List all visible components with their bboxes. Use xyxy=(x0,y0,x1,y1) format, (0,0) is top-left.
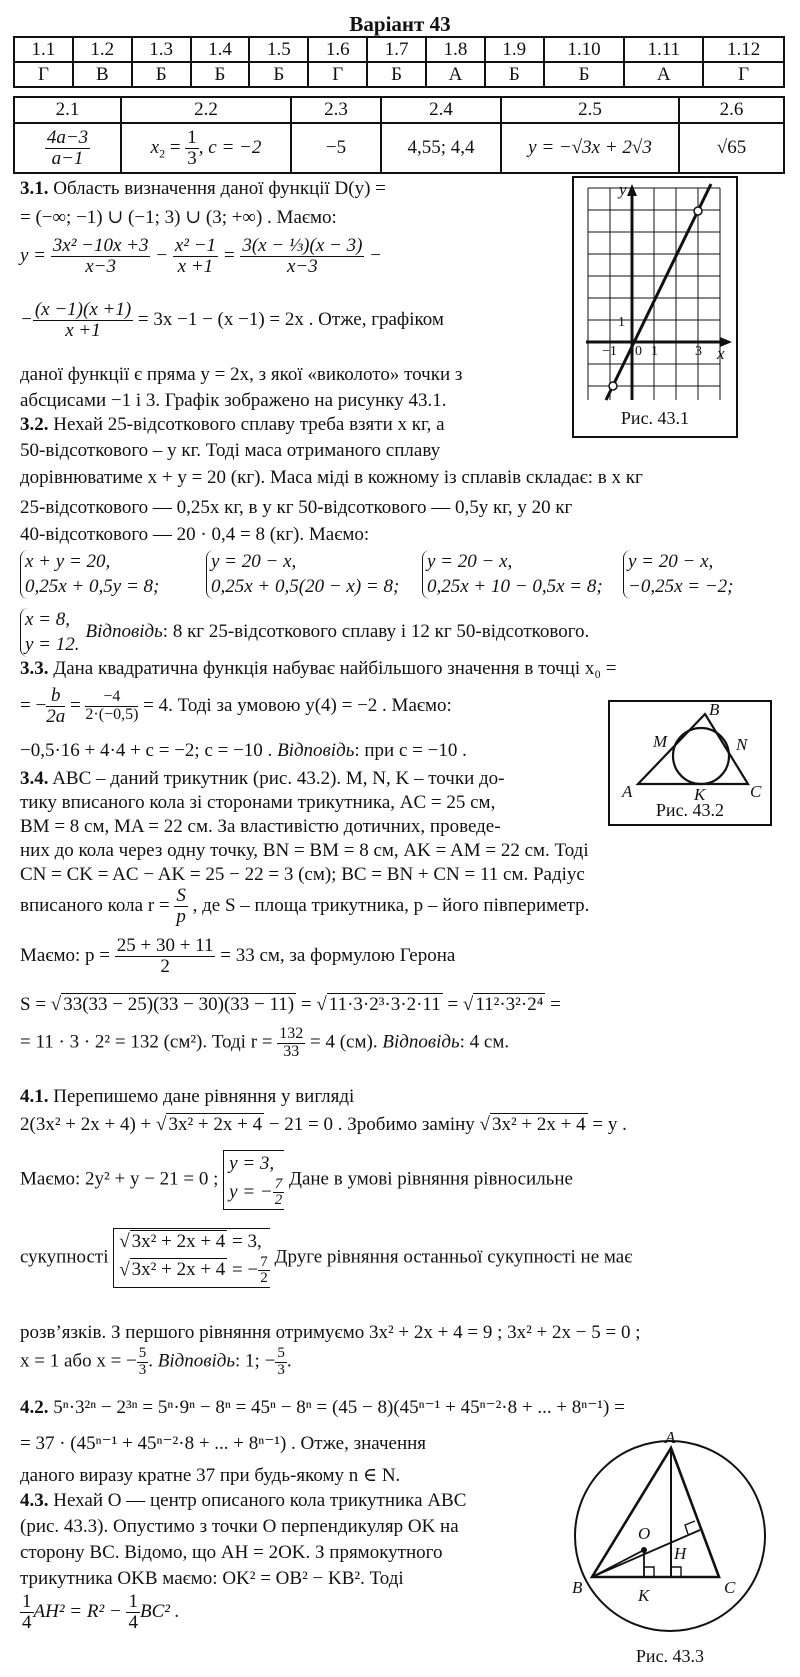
table-cell: 2.1 xyxy=(14,97,121,123)
table-cell: А xyxy=(426,62,485,87)
math-text: = y . xyxy=(587,1114,627,1135)
math-text: = xyxy=(218,244,241,266)
fraction xyxy=(126,1592,140,1633)
equation-set: √ 3x² + 2x + 4 = 3, √ 3x² + 2x + 4 = − $\frac{7}{2}$ xyxy=(113,1228,270,1288)
text-line: = (−∞; −1) ∪ (−1; 3) ∪ (3; +∞) . Маємо: xyxy=(20,207,337,228)
text-line: розв’язків. З першого рівняння отримуємо 3x² + 2x + 4 = 9 ; 3x² + 2x − 5 = 0 ; xyxy=(20,1322,641,1343)
formula-line xyxy=(20,886,589,927)
table-cell: 4,55; 4,4 xyxy=(381,123,501,173)
table-cell: Б xyxy=(485,62,544,87)
text: = 4 (см). xyxy=(305,1031,383,1053)
numerator: 1 xyxy=(22,1591,32,1612)
fraction xyxy=(275,1346,287,1379)
problem-number: 3.3. xyxy=(20,658,49,679)
text-line: сторону BC. Відомо, що AH = 2OK. З прямокутного xyxy=(20,1542,443,1563)
text: Нехай 25-відсоткового сплаву треба взяти x кг, а xyxy=(48,414,445,435)
equation: = − xyxy=(227,1259,259,1281)
fraction xyxy=(174,886,188,927)
text: , де S – площа трикутника, p – його півпериметр. xyxy=(187,894,590,916)
text-line: BM = 8 см, MA = 22 см. За властивістю дотичних, проведе- xyxy=(20,816,501,837)
formula-line xyxy=(20,686,452,727)
text: = 11 · 3 · 2² = 132 (см²). Тоді r = xyxy=(20,1031,278,1053)
equation: 0,25x + 10 − 0,5x = 8; xyxy=(427,575,603,597)
denominator: 3 xyxy=(187,147,197,169)
point-label-a: A xyxy=(665,1428,676,1447)
table-cell xyxy=(14,123,121,173)
numerator: 132 xyxy=(279,1025,304,1042)
answer-text: : при c = −10 . xyxy=(354,740,467,761)
fraction xyxy=(20,1592,34,1633)
text: = 4. Тоді за умовою y(4) = −2 . Маємо: xyxy=(138,694,452,716)
answer-label: Відповідь xyxy=(382,1031,460,1053)
numerator: 1 xyxy=(187,126,197,148)
point-label-b: B xyxy=(572,1578,583,1597)
table-cell: 2.6 xyxy=(679,97,784,123)
problem-number: 3.1. xyxy=(20,178,49,199)
fraction xyxy=(45,128,90,169)
numerator: 3x² −10x +3 xyxy=(52,235,149,256)
equation-system xyxy=(206,550,416,599)
formula-line xyxy=(20,1150,573,1210)
problem-number: 4.2. xyxy=(20,1397,49,1418)
text-line xyxy=(20,178,386,200)
table-cell: Б xyxy=(132,62,191,87)
point-label-c: C xyxy=(724,1578,736,1597)
text-line: 40-відсоткового — 20 · 0,4 = 8 (кг). Маємо: xyxy=(20,524,370,545)
equation: x + y = 20, xyxy=(25,551,111,572)
equation-system xyxy=(20,550,200,599)
figure-caption: Рис. 43.1 xyxy=(620,408,690,428)
denominator: 2 xyxy=(274,1192,283,1209)
radicand: 11·3·2³·3·2·11 xyxy=(328,994,441,1015)
answers-table-part2 xyxy=(13,96,785,174)
equation: y = 20 − x, xyxy=(211,551,297,572)
table-header-row xyxy=(14,37,784,62)
math-text: = − xyxy=(20,694,47,716)
denominator: 2 xyxy=(160,955,170,977)
equation: 0,25x + 0,5y = 8; xyxy=(25,575,160,597)
point-label-k: K xyxy=(638,1586,650,1605)
text-line: 25-відсоткового — 0,25x кг, в y кг 50-відсоткового — 0,5y кг, у 20 кг xyxy=(20,497,573,518)
radicand: 33(33 − 25)(33 − 30)(33 − 11) xyxy=(63,994,295,1015)
table-cell: 2.4 xyxy=(381,97,501,123)
page-title: Варіант 43 xyxy=(349,12,451,36)
axis-label-x: x xyxy=(717,344,725,363)
table-cell xyxy=(121,123,291,173)
tick-label: 1 xyxy=(618,315,625,330)
numerator: 1 xyxy=(128,1591,138,1612)
table-cell: Г xyxy=(308,62,367,87)
text: = 3x −1 − (x −1) = 2x . Отже, графіком xyxy=(133,308,444,330)
formula-line xyxy=(20,1396,625,1419)
math-text: = xyxy=(545,994,561,1015)
math-text: − xyxy=(150,244,173,266)
text-line xyxy=(20,414,445,436)
numerator: 4a−3 xyxy=(46,126,89,148)
table-cell: Б xyxy=(367,62,426,87)
tick-label: 3 xyxy=(695,344,702,359)
numerator: 5 xyxy=(138,1345,147,1361)
text-line: тику вписаного кола зі сторонами трикутника, AC = 25 см, xyxy=(20,792,496,813)
radicand: 3x² + 2x + 4 xyxy=(131,1231,226,1252)
fraction xyxy=(115,936,216,977)
numerator: −4 xyxy=(85,689,138,707)
answer-label: Відповідь xyxy=(277,740,355,761)
formula-line xyxy=(20,1026,509,1061)
answer-text: : 1; − xyxy=(235,1350,276,1372)
text: Дана квадратична функція набуває найбільшого значення в точці x₀ = xyxy=(48,658,617,679)
problem-number: 3.4. xyxy=(20,768,49,789)
math-text: BC² . xyxy=(139,1600,180,1622)
math-text: S = √ xyxy=(20,994,62,1015)
table-cell: Б xyxy=(191,62,250,87)
text-line xyxy=(20,1490,466,1512)
text: Область визначення даної функції D(y) = xyxy=(48,178,386,199)
text: Маємо: p = xyxy=(20,944,115,966)
table-cell: 2.2 xyxy=(121,97,291,123)
text: Перепишемо дане рівняння у вигляді xyxy=(48,1086,355,1107)
math-text: − xyxy=(364,244,382,266)
text: Друге рівняння останньої сукупності не має xyxy=(269,1246,633,1268)
tick-label: 0 xyxy=(635,344,642,359)
fraction xyxy=(258,1255,270,1288)
text: = 33 см, за формулою Герона xyxy=(215,944,456,966)
text-line xyxy=(20,740,467,762)
text-line: них до кола через одну точку, BN = BM = 8 см, AK = AM = 22 см. Тоді xyxy=(20,840,589,861)
denominator: 3 xyxy=(277,1361,285,1378)
equation: y = 3, xyxy=(229,1153,275,1174)
table-cell: 1.11 xyxy=(624,37,703,62)
answer-text: : 8 кг 25-відсоткового сплаву і 12 кг 50-відсоткового. xyxy=(162,621,590,643)
denominator: p xyxy=(176,905,186,927)
numerator: (x −1)(x +1) xyxy=(34,299,132,320)
circumscribed-triangle-diagram xyxy=(560,1428,780,1633)
fraction xyxy=(173,236,218,277)
table-row xyxy=(14,123,784,173)
equation-set xyxy=(223,1150,284,1210)
answer-label: Відповідь xyxy=(157,1350,236,1372)
denominator: 2a xyxy=(46,705,66,727)
denominator: x−3 xyxy=(287,255,318,277)
equation: y = − xyxy=(229,1181,273,1203)
formula-line: = 37 · (45ⁿ⁻¹ + 45ⁿ⁻²·8 + ... + 8ⁿ⁻¹) . Отже, значення xyxy=(20,1433,427,1454)
fraction xyxy=(33,300,133,341)
text-line: абсцисами −1 і 3. Графік зображено на рисунку 43.1. xyxy=(20,390,447,411)
equation-systems-row xyxy=(20,550,790,599)
point-label-o: O xyxy=(638,1524,651,1543)
equation: y = 20 − x, xyxy=(628,551,714,572)
denominator: x +1 xyxy=(65,319,101,341)
math-text: AH² = R² − xyxy=(33,1600,127,1622)
answer-label: Відповідь xyxy=(85,621,163,643)
equation: x = 8, xyxy=(25,609,71,630)
table-cell: −5 xyxy=(291,123,381,173)
table-cell: А xyxy=(624,62,703,87)
denominator: 3 xyxy=(138,1361,147,1378)
text: − 21 = 0 . Зробимо заміну √ xyxy=(264,1114,490,1135)
math-text: y = −√3 xyxy=(528,137,592,158)
axis-label-y: y xyxy=(619,180,627,199)
fraction xyxy=(277,1026,305,1061)
math-text: , c = −2 xyxy=(198,136,262,158)
figure-caption: Рис. 43.3 xyxy=(635,1646,705,1666)
formula-line: − $\frac{(x -1)(x +1)}{x +1}$ = 3x −1 − (x −1) = 2x . Отже, графіком xyxy=(20,299,444,341)
equation: y = 20 − x, xyxy=(427,551,513,572)
formula-line xyxy=(20,1228,632,1288)
math-text: = xyxy=(65,694,86,716)
problem-number: 4.3. xyxy=(20,1490,49,1511)
table-cell: 2.5 xyxy=(501,97,679,123)
numerator: 25 + 30 + 11 xyxy=(116,935,214,956)
formula-line xyxy=(20,1114,627,1136)
denominator: 2 xyxy=(260,1270,268,1287)
math-text: 2(3x² + 2x + 4) + √ xyxy=(20,1114,167,1135)
table-cell: 1.2 xyxy=(73,37,132,62)
table-header-row xyxy=(14,97,784,123)
formula-line: x = 1 або x = − $\frac{5}{3}$ . Відповідь: 1; − $\frac{5}{3}$ . xyxy=(20,1345,292,1378)
text: ABC – даний трикутник (рис. 43.2). M, N, K – точки до- xyxy=(48,768,505,789)
denominator: a−1 xyxy=(51,147,84,169)
table-cell: 1.3 xyxy=(132,37,191,62)
table-cell: Б xyxy=(544,62,625,87)
radicand: 3x² + 2x + 4 xyxy=(131,1259,226,1281)
radicand: 3x² + 2x + 4 xyxy=(168,1114,263,1135)
text-line: (рис. 43.3). Опустимо з точки O перпендикуляр OK на xyxy=(20,1516,459,1537)
numerator: 5 xyxy=(277,1345,285,1361)
point-label-k: K xyxy=(694,785,706,804)
table-row xyxy=(14,62,784,87)
denominator: 2·(−0,5) xyxy=(85,705,139,723)
numerator: x² −1 xyxy=(174,235,217,256)
math-subscript: 2 xyxy=(159,146,166,161)
equation: y = 12. xyxy=(25,633,80,655)
fraction xyxy=(85,689,138,724)
point-label-h: H xyxy=(674,1544,687,1563)
problem-number: 3.2. xyxy=(20,414,49,435)
equation: = 3, xyxy=(227,1231,262,1252)
table-cell: 1.10 xyxy=(544,37,625,62)
numerator: S xyxy=(176,885,186,906)
radicand: 3x² + 2x + 4 xyxy=(491,1114,586,1135)
text-line: даного виразу кратне 37 при будь-якому n ∈ N. xyxy=(20,1465,401,1486)
text-line xyxy=(20,658,617,680)
table-cell: 2.3 xyxy=(291,97,381,123)
table-cell: В xyxy=(73,62,132,87)
text-line xyxy=(20,768,505,790)
line-graph xyxy=(574,178,736,403)
point-label-b: B xyxy=(709,700,720,719)
equation: 0,25x + 0,5(20 − x) = 8; xyxy=(211,575,400,597)
text: Нехай O — центр описаного кола трикутника ABC xyxy=(48,1490,467,1511)
table-cell: 1.8 xyxy=(426,37,485,62)
answer-text: : 4 см. xyxy=(459,1031,510,1053)
fraction xyxy=(185,128,199,169)
fraction xyxy=(273,1177,285,1210)
fraction xyxy=(51,236,151,277)
tick-label: 1 xyxy=(651,344,658,359)
table-cell: 1.12 xyxy=(703,37,784,62)
text: Маємо: 2y² + y − 21 = 0 ; xyxy=(20,1168,224,1190)
answer-line xyxy=(20,608,589,657)
formula-line xyxy=(20,936,455,977)
formula-line xyxy=(20,1592,179,1633)
denominator: 33 xyxy=(283,1042,300,1060)
radicand: 11²·3²·2⁴ xyxy=(475,994,544,1015)
math-text: = √ xyxy=(296,994,327,1015)
math-text: x xyxy=(150,136,160,158)
fraction xyxy=(240,236,364,277)
formula-line xyxy=(20,994,561,1016)
table-cell: 1.7 xyxy=(367,37,426,62)
math-text: = xyxy=(165,136,186,158)
equation: −0,25x = −2; xyxy=(628,575,734,597)
figure-43-3 xyxy=(560,1428,780,1677)
table-cell: Г xyxy=(14,62,73,87)
table-cell: √65 xyxy=(679,123,784,173)
numerator: b xyxy=(46,686,65,707)
equation-system xyxy=(422,550,617,599)
text-line: дорівнюватиме x + y = 20 (кг). Маса міді в кожному із сплавів складає: в x кг xyxy=(20,467,643,488)
math-text: . xyxy=(148,1350,158,1372)
math-text: y = xyxy=(20,244,51,266)
problem-number: 4.1. xyxy=(20,1086,49,1107)
text: Дане в умові рівняння рівносильне xyxy=(284,1168,573,1190)
denominator: 4 xyxy=(128,1611,138,1633)
figure-43-2 xyxy=(608,700,772,826)
text-line: 50-відсоткового – y кг. Тоді маса отриманого сплаву xyxy=(20,440,441,461)
equation-system xyxy=(20,608,80,657)
table-cell xyxy=(501,123,679,173)
text: вписаного кола r = xyxy=(20,894,175,916)
equation-system xyxy=(623,550,778,599)
text-line xyxy=(20,1086,354,1108)
text: сукупності xyxy=(20,1246,114,1268)
text-line: CN = CK = AC − AK = 25 − 22 = 3 (см); BC = BN + CN = 11 см. Радіус xyxy=(20,864,585,885)
fraction xyxy=(137,1346,149,1379)
figure-43-1 xyxy=(572,176,738,438)
fraction xyxy=(46,686,65,727)
text-line: трикутника OKB маємо: OK² = OB² − KB². Тоді xyxy=(20,1568,404,1589)
point-label-a: A xyxy=(622,782,633,801)
table-cell: Г xyxy=(703,62,784,87)
text-line: даної функції є пряма y = 2x, з якої «виколото» точки з xyxy=(20,364,463,385)
denominator: x−3 xyxy=(85,255,116,277)
tick-label: −1 xyxy=(602,344,617,359)
numerator: 7 xyxy=(260,1253,268,1270)
formula-line xyxy=(20,236,382,277)
table-cell: Б xyxy=(249,62,308,87)
numerator: 3(x − ⅓)(x − 3) xyxy=(242,235,363,256)
table-cell: 1.4 xyxy=(191,37,250,62)
answers-table-part1 xyxy=(13,36,785,88)
point-label-n: N xyxy=(736,735,748,754)
table-cell: 1.9 xyxy=(485,37,544,62)
table-cell: 1.6 xyxy=(308,37,367,62)
table-cell: 1.1 xyxy=(14,37,73,62)
denominator: 4 xyxy=(22,1611,32,1633)
table-cell: 1.5 xyxy=(249,37,308,62)
math-text: x = 1 або x = − xyxy=(20,1350,137,1372)
numerator: 7 xyxy=(274,1175,283,1192)
point-label-c: C xyxy=(750,782,762,801)
text: −0,5·16 + 4·4 + c = −2; c = −10 . xyxy=(20,740,278,761)
denominator: x +1 xyxy=(177,255,214,277)
math-text: = √ xyxy=(442,994,474,1015)
math-text: 5ⁿ·3²ⁿ − 2³ⁿ = 5ⁿ·9ⁿ − 8ⁿ = 45ⁿ − 8ⁿ = (45 − 8)(45ⁿ⁻¹ + 45ⁿ⁻²·8 + ... + 8ⁿ⁻¹) = xyxy=(48,1397,625,1418)
math-text: x + 2√3 xyxy=(591,137,652,158)
point-label-m: M xyxy=(653,732,668,751)
figure-caption: Рис. 43.2 xyxy=(655,800,725,820)
